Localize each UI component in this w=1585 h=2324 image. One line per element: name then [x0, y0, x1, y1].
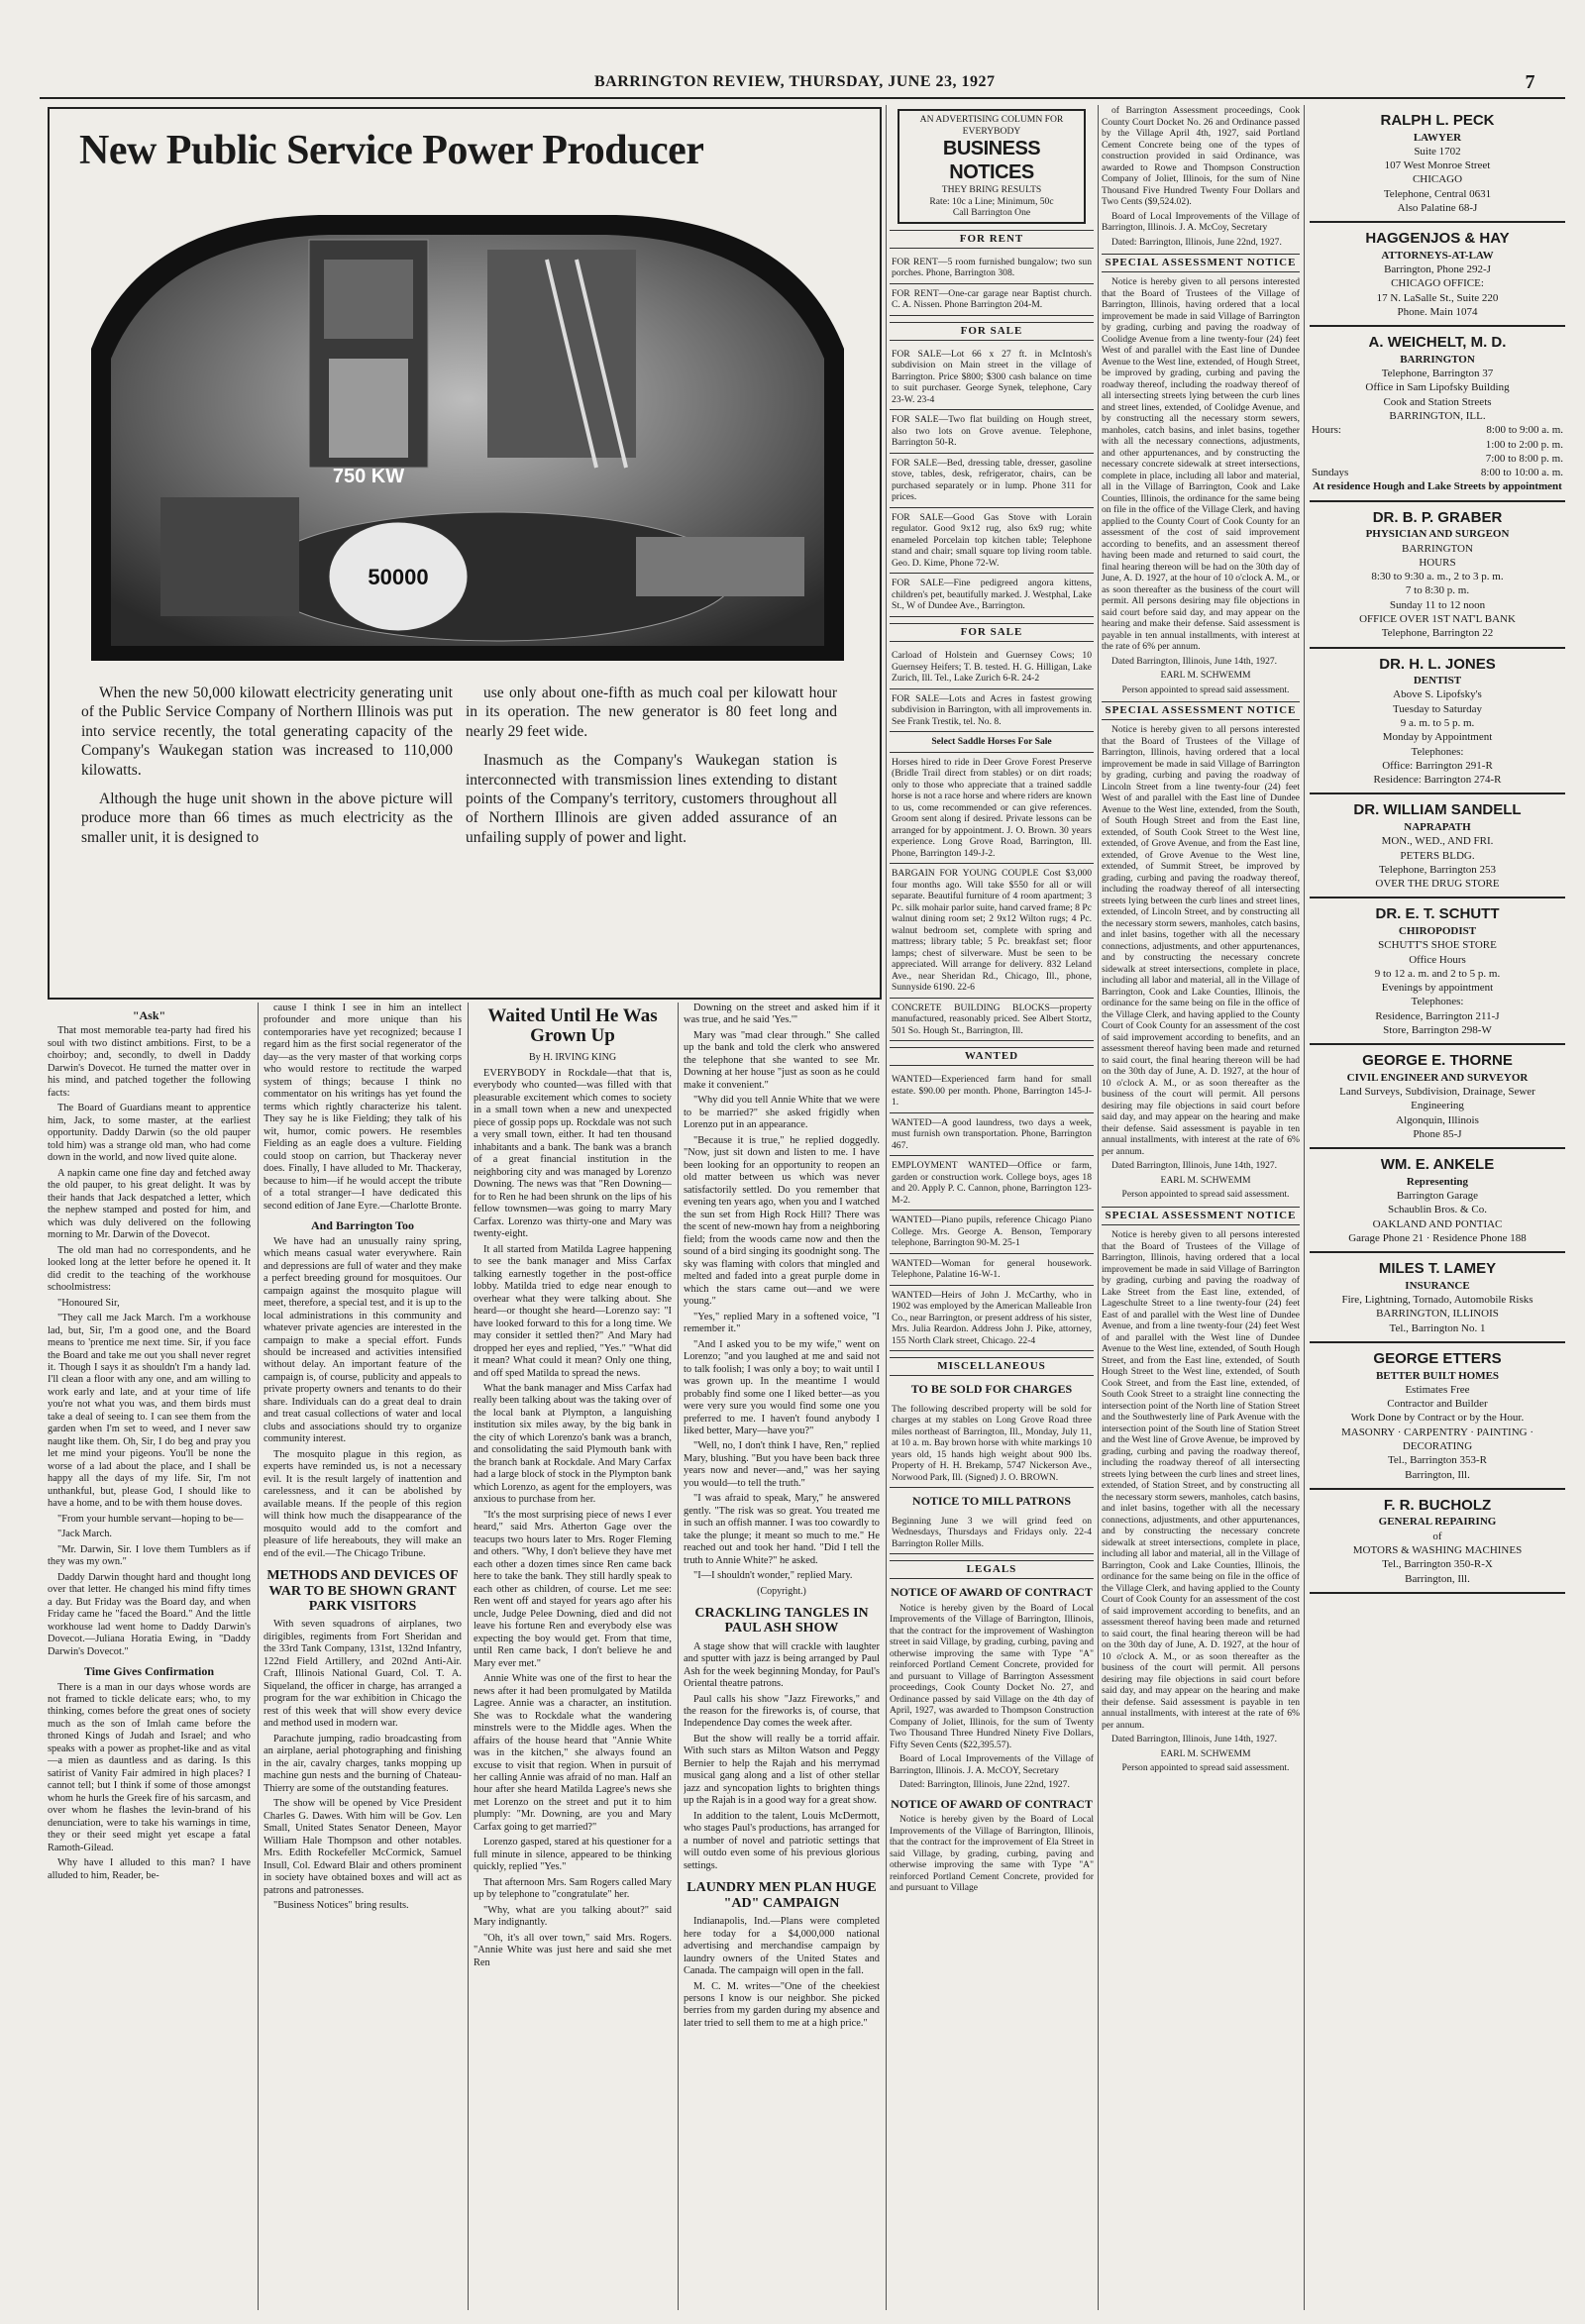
paragraph: "And I asked you to be my wife," went on Lorenzo; "and you laughed at me and said not to talk foolish; I was only a boy; to wait until I was grown up. In the meantime I would probably find some one I liked better—as you were very sure you would find some one you preferred to me. I haven't found anybody I liked better, Mary—have you?"	[684, 1338, 880, 1436]
card-subtitle: GENERAL REPAIRING	[1378, 1516, 1497, 1529]
paragraph: Daddy Darwin thought hard and thought long over that letter. He changed his mind fifty times a day. But Friday was the Board day, and when Friday came he "faced the Board." And the little workhouse lad went home to Daddy Darwin's Dovecot.—Juliana Horatia Ewing, in "Daddy Darwin's Dovecot."	[48, 1571, 251, 1657]
notice-title: NOTICE OF AWARD OF CONTRACT	[891, 1796, 1093, 1811]
paragraph: The mosquito plague in this region, as experts have reminded us, is not a necessary evil. It is the result largely of inattention and carelessness, and it can be abolished by available means. If the people of this region will think how much the disappearance of the mosquito would add to the comfort and pleasure of life hereabouts, they will make an end of the evil.—The Chicago Tribune.	[264, 1448, 462, 1559]
notice-date: Dated Barrington, Illinois, June 14th, 1927.	[1111, 1734, 1278, 1745]
card-subtitle: NAPRAPATH	[1404, 820, 1471, 833]
paragraph: "I was afraid to speak, Mary," he answered gently. "The risk was so great. You treated me in such an offish manner. I was too cowardly to take the plunge; it meant so much to me." He reached out and took her hand. "Did I tell the truth to Annie White?" he asked.	[684, 1493, 880, 1566]
card-line: HOURS	[1419, 556, 1456, 569]
column-rule	[1098, 105, 1099, 2310]
paragraph: Dated: Barrington, Illinois, June 22nd, 1927.	[899, 1779, 1070, 1791]
notice-signer: EARL M. SCHWEMM	[1160, 670, 1251, 682]
card-line: Tel., Barrington No. 1	[1389, 1321, 1486, 1334]
section-head: SPECIAL ASSESSMENT NOTICE	[1102, 1207, 1300, 1225]
notice-date: Dated Barrington, Illinois, June 14th, 1927.	[1111, 655, 1278, 667]
paragraph: M. C. M. writes—"One of the cheekiest persons I know is our neighbor. She picked berries from my garden during my absence and later tried to sell them to me at a high price."	[684, 1980, 880, 2029]
paragraph: Mary was "mad clear through." She called up the bank and told the clerk who answered the telephone that she wanted to see Mr. Downing at her house "just as soon as he could make it convenient."	[684, 1029, 880, 1091]
card-subtitle: CIVIL ENGINEER AND SURVEYOR	[1346, 1071, 1529, 1084]
paragraph: Notice is hereby given to all persons interested that the Board of Trustees of the Village of Barrington, Illinois, having ordered that a local improvement be made in said Village of Barrington by grading, curbing and paving the roadway of Coolidge Avenue from a line twenty-four (24) feet West of and parallel with the East line of Dundee Avenue to the West line, extended, of Hough Street, be improved by grading, curbing and paving the roadway thereof, including the roadway thereof of all intersecting streets lying between the curb lines and street lines, extended, of Coolidge Avenue, and by constructing all the necessary storm sewers, manholes, catch basins, and inlet basins, together with all the necessary connections, adjustments, and other appurtenances, and by constructing the necessary concrete sidewalk at street intersections, complete in place, including all labor and material, all in the Village of Barrington, Cook and Lake Counties, Illinois, the ordinance for the same being on file in the office of the Village Clerk, and having applied to the County Court of Cook County for an assessment of the cost of said improvement according to benefits, and an assessment thereof having been made and returned to said court, the final hearing thereon will be had on the 30th day of June, A. D. 1927, at the hour of 10 o'clock A. M., or as soon thereafter as the business of the court will permit. All persons desiring may file objections in said court before said day, and may appear on the hearing and make their defense. Said assessment is payable in ten annual installments, with interest at the rate of 6% per annum.	[1102, 276, 1300, 653]
box-line: AN ADVERTISING COLUMN FOR EVERYBODY	[919, 114, 1064, 137]
classified-ad: EMPLOYMENT WANTED—Office or farm, garden or construction work. College boys, ages 18 and 20. Apply P. C. Cannon, phone, Barrington 123-M-2.	[890, 1156, 1094, 1211]
card-subtitle: BETTER BUILT HOMES	[1375, 1369, 1500, 1382]
card-line: Monday by Appointment	[1382, 731, 1493, 744]
card-line: Garage Phone 21 · Residence Phone 188	[1348, 1232, 1527, 1245]
classified-ad: WANTED—Piano pupils, reference Chicago Piano College. Mrs. George A. Benson, Temporary telephone, Barrington 90-M. 25-1	[890, 1211, 1094, 1254]
article-title: METHODS AND DEVICES OF WAR TO BE SHOWN GRANT PARK VISITORS	[266, 1568, 459, 1614]
card-name: DR. H. L. JONES	[1379, 655, 1496, 673]
card-line: Office: Barrington 291-R	[1382, 759, 1493, 772]
card-line: 8:30 to 9:30 a. m., 2 to 3 p. m.	[1371, 571, 1504, 583]
caption-para: use only about one-fifth as much coal per kilowatt hour in its operation. The new generator is 80 feet long and nearly 29 feet wide.	[466, 685, 837, 740]
card-line: Work Done by Contract or by the Hour.	[1350, 1412, 1525, 1425]
card-line: Evenings by appointment	[1381, 982, 1494, 995]
card-name: RALPH L. PECK	[1380, 112, 1495, 129]
caption-para: When the new 50,000 kilowatt electricity generating unit of the Public Service Company of Northern Illinois was put into service recently, the total generating capacity of the Company's Waukegan station was increased to 110,000 kilowatts.	[81, 685, 453, 779]
copyright: (Copyright.)	[757, 1585, 806, 1597]
card-line: Cook and Station Streets	[1383, 395, 1492, 408]
paragraph: Indianapolis, Ind.—Plans were completed here today for a $4,000,000 national advertising and merchandise campaign by laundry owners of the United States and Canada. The campaign will open in the fall.	[684, 1916, 880, 1977]
column-rule	[678, 1003, 679, 2310]
card-name: HAGGENJOS & HAY	[1365, 230, 1510, 248]
card-line: Telephones:	[1411, 745, 1464, 758]
classified-ad: FOR RENT—One-car garage near Baptist church. C. A. Nissen. Phone Barrington 204-M.	[890, 284, 1094, 316]
caption-para: Inasmuch as the Company's Waukegan station is interconnected with transmission lines extending to distant points of the Company's territory, customers throughout all of Northern Illinois are given added assurance of an unfailing supply of power and light.	[466, 752, 837, 846]
column-rule	[886, 105, 887, 2310]
paragraph: "Business Notices" bring results.	[273, 1900, 409, 1912]
card-line: Suite 1702	[1414, 145, 1461, 158]
classified-ad: WANTED—A good laundress, two days a week, must furnish own transportation. Phone, Barrington 467.	[890, 1113, 1094, 1157]
card-line: Contractor and Builder	[1387, 1398, 1488, 1411]
card-line: Tuesday to Saturday	[1392, 702, 1483, 715]
hours-cell: 7:00 to 8:00 p. m.	[1485, 452, 1563, 465]
card-line: Telephones:	[1411, 996, 1464, 1008]
paragraph: "Jack March.	[57, 1529, 113, 1540]
card-name: F. R. BUCHOLZ	[1383, 1496, 1492, 1514]
card-line: BARRINGTON, ILL.	[1389, 409, 1486, 422]
caption-para: Although the huge unit shown in the above picture will produce more than 66 times as much electricity as the smaller unit, it is designed to	[81, 790, 453, 846]
classified-ad: WANTED—Woman for general housework. Telephone, Palatine 16-W-1.	[890, 1254, 1094, 1286]
feature-headline: New Public Service Power Producer	[79, 128, 704, 173]
card-name: DR. WILLIAM SANDELL	[1353, 801, 1522, 819]
paragraph: Downing on the street and asked him if it was true, and he said 'Yes.'"	[684, 1003, 880, 1026]
paragraph: There is a man in our days whose words are not framed to tickle delicate ears; who, to my thinking, comes before the great ones of society much as the son of Imlah came before the throned Kings of Judah and Israel; and who speaks with a power as prophet-like and as vital—a mien as dauntless and as daring. Is this satirist of Vanity Fair admired in high places? I cannot tell; but I think if some of those amongst whom he hurls the Greek fire of his sarcasm, and over whom he flashes the levin-brand of his denunciation, were to take his warnings in time, they or their seed might yet escape a fatal Ramoth-Gilead.	[48, 1681, 251, 1853]
classified-ad: FOR SALE—Two flat building on Hough street, also two lots on Grove avenue. Telephone, Barrington 50-R.	[890, 410, 1094, 454]
section-head: FOR SALE	[890, 623, 1094, 642]
paragraph: Board of Local Improvements of the Village of Barrington, Illinois. J. A. McCOY, Secretary	[890, 1753, 1094, 1776]
directory-card	[1310, 223, 1565, 327]
generator-photo	[81, 200, 854, 666]
gen-label: 50000	[368, 565, 429, 589]
paragraph: Notice is hereby given by the Board of Local Improvements of the Village of Barrington, Illinois, that the contract for the improvement of Washington street in said Village, by grading, curbing, paving and otherwise improving the same with Type "A" reinforced Portland Cement Concrete, provided for and pursuant to Village of Barrington Assessment proceedings, Cook County Docket No. 27, and Ordinance passed by said Village on the 4th day of April, 1927, was awarded to Thompson Construction Company of Joliet, Illinois, for the sum of Twenty Two Thousand Three Hundred Ninety Five Dollars, Fifty Seven Cents ($22,395.57).	[890, 1602, 1094, 1750]
hours-cell: Sundays	[1312, 467, 1349, 479]
directory-card	[1310, 502, 1565, 649]
paragraph: Notice is hereby given to all persons interested that the Board of Trustees of the Village of Barrington, Illinois, having ordered that a local improvement be made in said Village of Barrington by grading, curbing and paving the roadway of Lincoln Street from a line twenty-four (24) feet West of and parallel with the East line of Dundee Avenue to the West line, extended, from the South, of South Hough Street and from the East line, extended, of South Cook Street to the West line, extended, of Grove Avenue, and from the East line, extended, of Grove Avenue to the West line, extended, of Summit Street, be improved by grading, curbing and paving the roadway thereof, including the roadway thereof of all intersecting streets lying between the curb lines and street lines, extended, of Lincoln Street, and by constructing all the necessary storm sewers, manholes, catch basins, and inlet basins, together with all the necessary connections, adjustments, and other appurtenances, and by constructing the necessary concrete sidewalk at street intersections, complete in place, including all labor and material, all in the Village of Barrington, Cook and Lake Counties, Illinois, the ordinance for the same being on file in the office of the Village Clerk, and having applied to the County Court of Cook County for an assessment of the cost of said improvement according to benefits, and an assessment thereof having been made and returned to said court, the final hearing thereon will be had on the 30th day of June, A. D. 1927, at the hour of 10 o'clock A. M., or as soon thereafter as the business of the court will permit. All persons desiring may file objections in said court before said day, and may appear on the hearing and make their defense. Said assessment is payable in ten annual installments, with interest at the rate of 6% per annum.	[1102, 724, 1300, 1157]
masthead	[40, 71, 1565, 99]
paragraph: "From your humble servant—hoping to be—	[57, 1513, 244, 1525]
paragraph: What the bank manager and Miss Carfax had really been talking about was the taking over of the local bank at Plympton, a languishing institution six miles away, by the big bank in the city of which Lorenzo's bank was a branch, and consolidating the said Plymouth bank with the branch bank at Rockdale. And Mary Carfax had a large block of stock in the Plympton bank which Lorenzo, as agent for the employers, was anxious to purchase from her.	[474, 1382, 672, 1506]
column-rule	[258, 1003, 259, 2310]
card-line: MASONRY · CARPENTRY · PAINTING · DECORATING	[1340, 1426, 1534, 1452]
box-title: BUSINESS NOTICES	[942, 138, 1041, 183]
caption-right	[466, 684, 837, 857]
paragraph: Annie White was one of the first to hear the news after it had been promulgated by Matilda Lagree. Annie was a character, an institution. She was to Rockdale what the wandering minstrels were to the Middle ages. When the affairs of the house heard that "Annie White was in the kitchen," she always found an excuse to visit that region. When in pursuit of her calling Annie was afraid of no man. Half an hour after she heard Matilda Lagree's news she met Lorenzo on the street and put it to him plumply: "Mr. Downing, are you and Mary Carfax going to get married?"	[474, 1673, 672, 1833]
paragraph: Dated: Barrington, Illinois, June 22nd, 1927.	[1111, 236, 1282, 248]
page-number: 7	[1525, 71, 1535, 93]
paragraph: Parachute jumping, radio broadcasting from an airplane, aerial photographing and finishing in the air, cavalry charges, tanks mopping up machine gun nests and the burning of Chateau-Thierry are some of the outstanding features.	[264, 1733, 462, 1794]
card-line: Estimates Free	[1405, 1383, 1470, 1396]
directory-card	[1310, 1149, 1565, 1253]
paragraph: But the show will really be a torrid affair. With such stars as Milton Watson and Peggy Bernier to help the Rajah and his merrymad musical gang along and a list of other stellar jazz and syncopation lights to brighten things up the Rajah is in a good way for a great show.	[684, 1733, 880, 1807]
column-waited-cont	[684, 1003, 880, 2310]
notice-title: NOTICE TO MILL PATRONS	[911, 1494, 1072, 1509]
section-head: WANTED	[890, 1047, 1094, 1066]
classified-ad: WANTED—Heirs of John J. McCarthy, who in 1902 was employed by the American Malleable Iron Co., near Barrington, or present address of his sister, Mrs. Julia Reardon. Address John J. Pike, attorney, 155 North Clark street, Chicago. 22-4	[890, 1286, 1094, 1352]
card-line: 17 N. LaSalle St., Suite 220	[1376, 291, 1499, 304]
hours-cell: Hours:	[1312, 424, 1341, 437]
card-subtitle: Representing	[1406, 1175, 1469, 1188]
card-subtitle: LAWYER	[1413, 131, 1462, 144]
hours-row	[1312, 423, 1563, 437]
directory-card	[1310, 1343, 1565, 1490]
paragraph: "Why did you tell Annie White that we were to be married?" she asked frigidly when Lorenzo put in an appearance.	[684, 1095, 880, 1131]
classified-ad: FOR SALE—Good Gas Stove with Lorain regulator. Good 9x12 rug, also 6x9 rug; white enameled Porcelain top kitchen table; Telephone stand and chair; small square top living room table. Geo. D. Kime, Phone 72-W.	[890, 508, 1094, 575]
column-directory	[1310, 105, 1565, 2310]
card-name: DR. B. P. GRABER	[1372, 508, 1503, 526]
paragraph: of Barrington Assessment proceedings, Cook County Court Docket No. 26 and Ordinance passed by the Village April 4th, 1927, said Portland Cement Concrete being one of the types of construction provided in said Ordinance, was awarded to Rowe and Thompson Construction Company of Joliet, Illinois, for the sum of Nine Thousand Five Hundred Twenty Four Dollars and Two Cents ($9,524.02).	[1102, 105, 1300, 207]
card-line: MON., WED., AND FRI.	[1381, 835, 1494, 848]
card-name: WM. E. ANKELE	[1380, 1156, 1495, 1174]
directory-card	[1310, 898, 1565, 1045]
section-head: LEGALS	[890, 1560, 1094, 1579]
card-line: CHICAGO OFFICE:	[1391, 277, 1484, 290]
column-legals	[1102, 105, 1300, 2310]
paragraph: With seven squadrons of airplanes, two dirigibles, regiments from Fort Sheridan and the 33rd Tank Company, 131st, 132nd Infantry, 122nd Field Artillery, and 202nd Anti-Air. Craft, Illinois National Guard, Col. T. A. Siqueland, the officer in charge, has arranged a program for the war exhibition in Chicago the rest of this week that will show every device and method used in modern war.	[264, 1619, 462, 1730]
directory-card	[1310, 1045, 1565, 1149]
notice-title: NOTICE OF AWARD OF CONTRACT	[891, 1585, 1093, 1600]
card-line: At residence Hough and Lake Streets by appointment	[1313, 480, 1562, 493]
classified-ad: FOR SALE—Lot 66 x 27 ft. in McIntosh's subdivision on Main street in the village of Barrington. Price $800; $300 cash balance on time to suit purchaser. George Synek, telephone, Cary 23-W. 23-4	[890, 345, 1094, 411]
card-line: Phone. Main 1074	[1397, 305, 1478, 318]
card-line: Schaublin Bros. & Co.	[1388, 1204, 1487, 1216]
classified-ad: Horses hired to ride in Deer Grove Forest Preserve (Bridle Trail direct from stables) or on dirt roads; only to those who appreciate that a trained saddle horse is not a race horse and where riders are known to us, come recommended or can give references. Groom sent along if desired. Private lessons can be arranged for by appointment. J. O. Brown. 30 years experience. Long Grove Road, Barrington, Ill. Phone, Barrington 149-J-2.	[890, 753, 1094, 865]
paragraph: That afternoon Mrs. Sam Rogers called Mary up by telephone to "congratulate" her.	[474, 1876, 672, 1901]
directory-list	[1310, 105, 1565, 1594]
column-classified	[890, 105, 1094, 2310]
classified-ad: FOR SALE—Lots and Acres in fastest growing subdivision in Barrington, with all improvements in. See Frank Trestik, tel. No. 8.	[890, 689, 1094, 733]
card-line: Land Surveys, Subdivision, Drainage, Sewer Engineering	[1339, 1086, 1535, 1112]
classified-ad: FOR SALE—Fine pedigreed angora kittens, children's pet, beautifully marked. J. Westphal, Lake St., W of Dundee Ave., Barrington.	[890, 574, 1094, 617]
article-title: CRACKLING TANGLES IN PAUL ASH SHOW	[694, 1605, 869, 1637]
classified-ad: The following described property will be sold for charges at my stables on Long Grove Road three miles northeast of Barrington, Ill., Monday, July 11, at 10 a. m. Bay brown horse with white markings 10 years old, 15 hands high weight about 900 lbs. Property of H. H. Brekamp, 5747 Nickerson Ave., Norwood Park, Ill. (Signed) J. O. BROWN.	[890, 1400, 1094, 1489]
directory-card	[1310, 327, 1565, 501]
paragraph: The old man had no correspondents, and he looked long at the letter before he opened it. It did credit to the teaching of the workhouse schoolmistress:	[48, 1244, 251, 1294]
box-line: Call Barrington One	[952, 207, 1031, 218]
card-line: Also Palatine 68-J	[1397, 201, 1478, 214]
card-subtitle: CHIROPODIST	[1398, 924, 1477, 937]
hours-row	[1312, 452, 1563, 466]
business-notices-box	[898, 109, 1086, 224]
card-line: 107 West Monroe Street	[1384, 159, 1491, 172]
hours-row	[1312, 466, 1563, 479]
paragraph: "Honoured Sir,	[57, 1297, 120, 1309]
paragraph: That most memorable tea-party had fired his soul with two distinct ambitions. First, to be a choirboy; and, secondly, to dwell in Daddy Darwin's Dovecot. He turned the matter over in his mind, and patched together the following facts:	[48, 1025, 251, 1099]
article-title: "Ask"	[132, 1008, 166, 1022]
column-rule	[1304, 105, 1305, 2310]
card-line: Tel., Barrington 353-R	[1387, 1454, 1488, 1467]
column-ask	[48, 1003, 251, 2310]
classified-ad: WANTED—Experienced farm hand for small estate. $90.00 per month. Phone, Barrington 145-J-1.	[890, 1070, 1094, 1113]
card-subtitle: ATTORNEYS-AT-LAW	[1381, 249, 1494, 262]
card-line: Telephone, Barrington 22	[1381, 627, 1494, 640]
paragraph: In addition to the talent, Louis McDermott, who stages Paul's productions, has arranged for a number of novel and patriotic settings that will outdo even some of his previous glorious settings.	[684, 1810, 880, 1871]
paragraph: We have had an unusually rainy spring, which means casual water everywhere. Rain and depressions are full of water and they make a perfect breeding ground for mosquitoes. Our campaign against the mosquito plague will meet, therefore, a special test, and it is up to the local administrations in this community and whatever private agencies are interested in the campaign to make a special effort. Funds should be increased and activities intensified without delay. An important feature of the campaign is, of course, publicity and appeals to private property owners and tenants to do their share. Individuals can do a great deal to drain and treat casual collections of water and local clubs and associations should try to organize community interest.	[264, 1235, 462, 1445]
section-head: FOR SALE	[890, 322, 1094, 341]
paragraph: "I—I shouldn't wonder," replied Mary.	[693, 1570, 853, 1582]
notice-signer: EARL M. SCHWEMM	[1160, 1747, 1251, 1759]
section-head: FOR RENT	[890, 230, 1094, 249]
card-line: Barrington, Phone 292-J	[1384, 264, 1491, 276]
card-line: Above S. Lipofsky's	[1393, 688, 1482, 701]
card-line: SCHUTT'S SHOE STORE	[1378, 939, 1497, 952]
card-line: OAKLAND AND PONTIAC	[1372, 1217, 1503, 1230]
paragraph: A stage show that will crackle with laughter and sputter with jazz is being arranged by Paul Ash for the week beginning Monday, for Paul's Oriental theatre patrons.	[684, 1640, 880, 1690]
paragraph: "Because it is true," he replied doggedly. "Now, just sit down and listen to me. I have been looking for an opportunity to reopen an old matter between us which was never satisfactorily settled. Do you remember that evening ten years ago, when you and I watched the sun set from High Rock Hill? There was the scent of new-mown hay from a neighboring field; from the woods came now and then the sound of a bird singing its goodnight song. The sky was flaming with colors that mingled and melted and faded into a great purple dome in which the stars came out—and we were young."	[684, 1134, 880, 1308]
paragraph: The Board of Guardians meant to apprentice him, Jack, to some master, at the earliest opportunity. Daddy Darwin (so the old pauper told him) was a strange old man, who had come down in the world, and now lived quite alone.	[48, 1103, 251, 1164]
card-line: PETERS BLDG.	[1400, 849, 1475, 862]
section-head: MISCELLANEOUS	[890, 1357, 1094, 1376]
card-line: Telephone, Central 0631	[1383, 187, 1492, 200]
card-line: MOTORS & WASHING MACHINES	[1352, 1543, 1523, 1556]
paragraph: Board of Local Improvements of the Village of Barrington, Illinois. J. A. McCoy, Secretary	[1102, 210, 1300, 233]
notice-role: Person appointed to spread said assessment.	[1121, 1762, 1290, 1774]
card-line: Algonquin, Illinois	[1396, 1113, 1479, 1126]
card-line: CHICAGO	[1412, 173, 1463, 186]
paragraph: "Oh, it's all over town," said Mrs. Rogers. "Annie White was just here and said she met Ren	[474, 1932, 672, 1968]
paragraph: EVERYBODY in Rockdale—that that is, everybody who counted—was filled with that pleasurable excitement which comes to society in a small town when a new and unexpected piece of gossip pops up. Rockdale was not such a very small town, either. It had ten thousand inhabitants and a bank. The bank was a branch of a great financial institution in the neighboring city and was managed by Lorenzo Downing. The news was that "Ren Downing—for to Ren he had been shrunk on the lips of his fellow townsmen—was going to marry Mary Carfax. Lorenzo was thirty-one and Mary was twenty-eight.	[474, 1067, 672, 1240]
paragraph: "Yes," replied Mary in a softened voice, "I remember it."	[684, 1311, 880, 1335]
paragraph: "It's the most surprising piece of news I ever heard," said Mrs. Atherton Gage over the teacups two hours later to Mrs. Roger Fleming and others. "Why, I don't believe they have met each other a dozen times since Ren came back here to take the bank. They still hardly speak to each other as children, of course. Let me see: Ren went off and stayed for years ago after his uncle, Judge Pelee Downing, died and did not leave his fortune Ren and everybody else was expecting the boy would get. From that time, until Ren came back, I don't believe he and Mary ever met."	[474, 1509, 672, 1669]
column-waited	[474, 1003, 672, 2310]
card-name: A. WEICHELT, M. D.	[1368, 334, 1507, 352]
classified-ad: Carload of Holstein and Guernsey Cows; 10 Guernsey Heifers; T. B. tested. H. G. Hilligan, Lake Zurich, Ill. Tel., Lake Zurich 6-R. 24-2	[890, 646, 1094, 689]
card-line: 9 a. m. to 5 p. m.	[1400, 717, 1475, 729]
directory-card	[1310, 1490, 1565, 1594]
article-title: Waited Until He Was Grown Up	[487, 1005, 658, 1046]
notice-role: Person appointed to spread said assessment.	[1121, 1189, 1290, 1201]
card-line: Office in Sam Lipofsky Building	[1365, 381, 1510, 394]
card-line: Barrington Garage	[1396, 1190, 1479, 1203]
classified-ad: FOR RENT—5 room furnished bungalow; two sun porches. Phone, Barrington 308.	[890, 253, 1094, 284]
paragraph: "Well, no, I don't think I have, Ren," replied Mary, blushing. "But you have been back three years now and never—and," was her saying you would—to tell the truth."	[684, 1440, 880, 1489]
box-line: Rate: 10c a Line; Minimum, 50c	[929, 195, 1054, 207]
card-line: Barrington, Ill.	[1405, 1468, 1470, 1481]
card-line: Barrington, Ill.	[1405, 1572, 1470, 1585]
card-name: DR. E. T. SCHUTT	[1375, 905, 1500, 923]
card-line: OFFICE OVER 1ST NAT'L BANK	[1359, 613, 1516, 626]
hours-cell: 8:00 to 9:00 a. m.	[1486, 424, 1563, 437]
card-line: of	[1432, 1530, 1442, 1542]
hours-cell: 8:00 to 10:00 a. m.	[1480, 467, 1563, 479]
card-line: Telephone, Barrington 37	[1381, 368, 1494, 380]
section-head: SPECIAL ASSESSMENT NOTICE	[1102, 701, 1300, 720]
article-title: LAUNDRY MEN PLAN HUGE "AD" CAMPAIGN	[687, 1880, 877, 1911]
directory-card	[1310, 649, 1565, 795]
card-name: MILES T. LAMEY	[1378, 1260, 1497, 1278]
card-line: Residence, Barrington 211-J	[1375, 1009, 1500, 1022]
classified-ad: Select Saddle Horses For Sale	[890, 732, 1094, 753]
box-line: THEY BRING RESULTS	[941, 184, 1042, 195]
paragraph: Notice is hereby given by the Board of Local Improvements of the Village of Barrington, Illinois, that the contract for the improvement of Ela Street in said Village, by grading, curbing, paving and otherwise improving the same with Type "A" reinforced Portland Cement Concrete, provided for and pursuant to Village	[890, 1814, 1094, 1894]
directory-card	[1310, 105, 1565, 223]
classified-ad: FOR SALE—Bed, dressing table, dresser, gasoline stove, tables, desk, refrigerator, chairs, can be purchased separately or in lump. Phone 311 for prices.	[890, 454, 1094, 508]
kw-label: 750 KW	[332, 466, 405, 487]
card-line: 9 to 12 a. m. and 2 to 5 p. m.	[1374, 967, 1501, 980]
caption-left	[81, 684, 453, 857]
paragraph: A napkin came one fine day and fetched away the old pauper, to his great delight. It was by their hands that Jack despatched a letter, which the nephew stamped and posted for him, and which was duly delivered on the following morning to Mr. Darwin of the Dovecot.	[48, 1167, 251, 1241]
hours-row	[1312, 438, 1563, 452]
article-title: Time Gives Confirmation	[83, 1664, 215, 1679]
column-rule	[468, 1003, 469, 2310]
card-line: Fire, Lightning, Tornado, Automobile Risks	[1341, 1294, 1533, 1307]
notice-signer: EARL M. SCHWEMM	[1160, 1174, 1251, 1186]
card-name: GEORGE ETTERS	[1373, 1350, 1502, 1367]
hours-cell: 1:00 to 2:00 p. m.	[1485, 438, 1563, 451]
column-bronte-mosquito	[264, 1003, 462, 2310]
directory-card	[1310, 1253, 1565, 1343]
paragraph: Paul calls his show "Jazz Fireworks," and the reason for the fireworks is, of course, that Independence Day comes the week after.	[684, 1693, 880, 1730]
section-head: SPECIAL ASSESSMENT NOTICE	[1102, 254, 1300, 272]
classified-ad: BARGAIN FOR YOUNG COUPLE Cost $3,000 four months ago. Will take $550 for all or will separate. Beautiful furniture of 4 room apartment; 3 Pc. silk mohair parlor suite, hand carved frame; 8 Pc walnut dining room set; 2 9x12 Wilton rugs; 4 Pc. walnut bedroom set, complete with spring and mattress; library table; 5 Pc. breakfast set; floor lamps; chest of silverware. Must be seen to be appreciated. Will arrange for delivery. 832 Leland Ave., near Sheridan Rd., Chicago, Ill., phone, Sunnyside 6190. 22-6	[890, 864, 1094, 999]
card-line: 7 to 8:30 p. m.	[1405, 584, 1470, 597]
card-line: Store, Barrington 298-W	[1383, 1024, 1492, 1037]
card-subtitle: INSURANCE	[1405, 1279, 1470, 1292]
paragraph: "Mr. Darwin, Sir. I love them Tumblers as if they was my own."	[48, 1543, 251, 1568]
paragraph: The show will be opened by Vice President Charles G. Dawes. With him will be Gov. Len Small, United States Senator Deneen, Mayor William Hale Thompson and other notables. Mrs. Edith Rockefeller McCormick, Samuel Insull, Col. Edward Blair and others prominent in society have obtained boxes and will act as patrons and patronesses.	[264, 1798, 462, 1896]
notice-date: Dated Barrington, Illinois, June 14th, 1927.	[1111, 1160, 1278, 1172]
card-subtitle: PHYSICIAN AND SURGEON	[1365, 528, 1510, 541]
card-line: Tel., Barrington 350-R-X	[1382, 1558, 1493, 1571]
card-line: Sunday 11 to 12 noon	[1389, 598, 1486, 611]
paragraph: "They call me Jack March. I'm a workhouse lad, but, Sir, I'm a good one, and the Board means to 'prentice me next time. Sir, if you face the Board and take me out you shall never regret it. Though I says it as shouldn't I'm a handy lad. I'll clean a floor with any one, and am willing to work early and late, and at your time of life you're not what you was, and them birds must take a deal of seeing to. I can see them from the garden when I'm set to weed, and I never saw naught like them. Oh, Sir, I do beg and pray you let me mind your pigeons. You'll be none the worse of a lad about the place, and I shall be happy all the days of my life. Sir, I'm not unthankful, but, please God, I should like to have a home, and to be with them house doves.	[48, 1313, 251, 1510]
notice-title: TO BE SOLD FOR CHARGES	[910, 1382, 1073, 1397]
paragraph: cause I think I see in him an intellect profounder and more unique than his contemporaries have yet recognized; because I regard him as the first social regenerator of the day—as the very master of that working corps who would restore to rectitude the warped system of things; because I think no commentator on his writings has yet found the terms which rightly characterize his talent. They say he is like Fielding; they talk of his wit, humor, comic powers. He resembles Fielding as an eagle does a vulture. Fielding could stoop on carrion, but Thackeray never does. Finally, I have alluded to Mr. Thackeray, because to him—if he would accept the tribute of a total stranger—I have dedicated this second edition of Jane Eyre.—Charlotte Bronte.	[264, 1003, 462, 1212]
classified-ad: Beginning June 3 we will grind feed on Wednesdays, Thursdays and Fridays only. 22-4 Barrington Roller Mills.	[890, 1512, 1094, 1555]
paragraph: It all started from Matilda Lagree happening to see the bank manager and Miss Carfax talking earnestly together in the post-office lobby. Matilda tried to edge near enough to overhear what they were talking about. She heard—or thought she heard—Lorenzo say: "I have looked forward to this for a long time. We may consider it settled then?" And Mary had dropped her eyes and replied, "Yes." "What did it mean? What could it mean? Only one thing, and off sped Matilda to spread the news.	[474, 1243, 672, 1379]
notice-role: Person appointed to spread said assessment.	[1121, 684, 1290, 695]
directory-card	[1310, 794, 1565, 898]
card-subtitle: BARRINGTON	[1400, 353, 1475, 366]
paragraph: Notice is hereby given to all persons interested that the Board of Trustees of the Village of Barrington, Illinois, having ordered that a local improvement be made in said Village of Barrington by grading, curbing and paving the roadway of Lake Street from the East line, extended, of Lageschulte Street to a line twenty-four (24) feet East of and parallel with the West line of Dundee Avenue, and from a line twenty-four (24) feet West of and parallel with the West line of Dundee Avenue to the West line, extended, of South Hough Street, and from the East line, extended, of South Hough Street to the West line, extended, of South Cook Street, and from the East line, extended, of South Cook Street to a straight line connecting the intersection point of the North line of Station Street and the Southwesterly line of Park Avenue with the intersection point of the South line of Station Street and the West line of Grove Avenue, be improved by grading, curbing and paving the roadway thereof, including the roadway thereof of all intersecting streets lying between the curb lines and street lines, extended, of Station Street, and by constructing all the necessary storm sewers, manholes, catch basins, and inlet basins, together with all the necessary connections, adjustments, and other appurtenances, and by constructing the necessary concrete sidewalk at street intersections, complete in place, including all labor and material, all in the Village of Barrington, Cook and Lake Counties, Illinois, the ordinance for the same being on file in the office of the Village Clerk, and having applied to the County Court of Cook County for an assessment of the cost of said improvement according to benefits, and an assessment thereof having been made and returned to said court, the final hearing thereon will be had on the 30th day of June, A. D. 1927, at the hour of 10 o'clock A. M., or as soon thereafter as the business of the court will permit. All persons desiring may file objections in said court before said day, and may appear on the hearing and make their defense. Said assessment is payable in ten annual installments, with interest at the rate of 6% per annum.	[1102, 1229, 1300, 1731]
card-line: BARRINGTON, ILLINOIS	[1376, 1308, 1499, 1320]
card-line: Telephone, Barrington 253	[1378, 863, 1497, 876]
card-line: Phone 85-J	[1413, 1128, 1462, 1141]
card-subtitle: DENTIST	[1413, 675, 1462, 687]
paragraph: Why have I alluded to this man? I have alluded to him, Reader, be-	[48, 1857, 251, 1881]
card-name: GEORGE E. THORNE	[1362, 1052, 1513, 1070]
card-line: BARRINGTON	[1402, 542, 1473, 555]
card-line: Office Hours	[1409, 953, 1466, 966]
masthead-title: BARRINGTON REVIEW, THURSDAY, JUNE 23, 1927	[594, 73, 996, 90]
byline: By H. IRVING KING	[528, 1051, 617, 1063]
paragraph: "Why, what are you talking about?" said Mary indignantly.	[474, 1904, 672, 1929]
card-line: Residence: Barrington 274-R	[1373, 774, 1502, 787]
classified-ad: CONCRETE BUILDING BLOCKS—property manufactured, reasonably priced. See Albert Stortz, 501 So. Hough St., Barrington, Ill.	[890, 999, 1094, 1042]
card-line: OVER THE DRUG STORE	[1375, 878, 1500, 891]
article-title: And Barrington Too	[310, 1218, 415, 1233]
paragraph: Lorenzo gasped, stared at his questioner for a full minute in silence, appeared to be thinking quickly, replied "Yes."	[474, 1837, 672, 1873]
